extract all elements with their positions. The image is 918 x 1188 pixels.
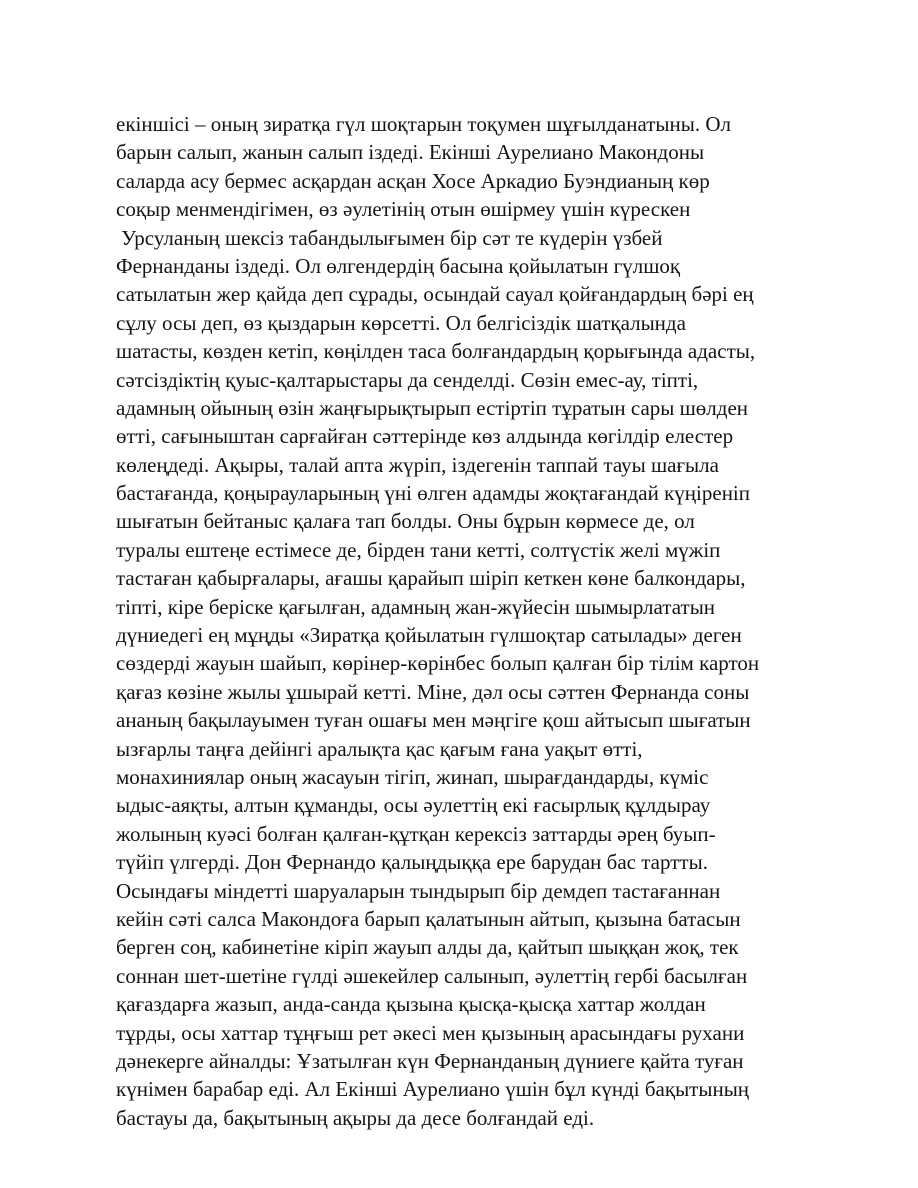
text-line: тұрды, осы хаттар тұңғыш рет әкесі мен қызының арасындағы рухани: [116, 1020, 745, 1045]
text-line: Фернанданы іздеді. Ол өлгендердің басына қойылатын гүлшоқ: [116, 253, 681, 278]
text-line: тастаған қабырғалары, ағашы қарайып шіріп кеткен көне балкондары,: [116, 566, 746, 591]
text-line: өтті, сағыныштан сарғайған сәттерінде көз алдында көгілдір елестер: [116, 424, 734, 449]
text-line: шығатын бейтаныс қалаға тап болды. Оны бұрын көрмесе де, ол: [116, 509, 695, 534]
text-line: шатасты, көзден кетіп, көңілден таса болғандардың қорығында адасты,: [116, 339, 756, 364]
text-line: дүниедегі ең мұңды «Зиратқа қойылатын гүлшоқтар сатылады» деген: [116, 623, 742, 648]
text-line: ананың бақылауымен туған ошағы мен мәңгіге қош айтысып шығатын: [116, 708, 751, 733]
text-line: қағаз көзіне жылы ұшырай кетті. Міне, дәл осы сәттен Фернанда соны: [116, 679, 750, 704]
text-line: берген соң, кабинетіне кіріп жауып алды да, қайтып шыққан жоқ, тек: [116, 935, 739, 960]
text-line: монахиниялар оның жасауын тігіп, жинап, шырағдандарды, күміс: [116, 764, 709, 789]
text-line: бастағанда, қоңырауларының үні өлген адамды жоқтағандай күңіреніп: [116, 481, 751, 506]
text-line: Осындағы міндетті шаруаларын тындырып бір демдеп тастағаннан: [116, 878, 721, 903]
text-line: барын салып, жанын салып іздеді. Екінші Аурелиано Макондоны: [116, 140, 705, 165]
text-line: бастауы да, бақытының ақыры да десе болғандай еді.: [116, 1105, 595, 1130]
text-line: сөздерді жауын шайып, көрінер-көрінбес болып қалған бір тілім картон: [116, 651, 760, 676]
text-line: ызғарлы таңға дейінгі аралықта қас қағым ғана уақыт өтті,: [116, 736, 643, 761]
text-line: дәнекерге айналды: Ұзатылған күн Фернанданың дүниеге қайта туған: [116, 1048, 744, 1073]
text-line: тіпті, кіре беріске қағылған, адамның жан-жүйесін шымырлататын: [116, 594, 716, 619]
text-line: қағаздарға жазып, анда-санда қызына қысқа-қысқа хаттар жолдан: [116, 992, 706, 1017]
text-line: саларда асу бермес асқардан асқан Хосе Аркадио Буэндианың көр: [116, 168, 710, 193]
text-line: туралы ештеңе естімесе де, бірден тани кетті, солтүстік желі мүжіп: [116, 537, 721, 562]
text-line: сатылатын жер қайда деп сұрады, осындай сауал қойғандардың бәрі ең: [116, 282, 754, 307]
text-line: жолының куәсі болған қалған-құтқан керексіз заттарды әрең буып-: [116, 821, 716, 846]
text-line: түйіп үлгерді. Дон Фернандо қалыңдыққа ере барудан бас тартты.: [116, 850, 708, 875]
text-line: көлеңдеді. Ақыры, талай апта жүріп, іздегенін таппай тауы шағыла: [116, 452, 719, 477]
text-line: екіншісі – оның зиратқа гүл шоқтарын тоқумен шұғылданатыны. Ол: [116, 112, 732, 136]
text-line: Урсуланың шексіз табандылығымен бір сәт те күдерін үзбей: [116, 225, 663, 250]
text-line: соннан шет-шетіне гүлді әшекейлер салынып, әулеттің гербі басылған: [116, 963, 748, 988]
text-line: күнімен барабар еді. Ал Екінші Аурелиано үшін бұл күнді бақытының: [116, 1077, 750, 1102]
text-line: соқыр менмендігімен, өз әулетінің отын өшірмеу үшін күрескен: [116, 197, 691, 222]
text-line: ыдыс-аяқты, алтын құманды, осы әулеттің екі ғасырлық құлдырау: [116, 793, 711, 818]
text-line: адамның ойының өзін жаңғырықтырып естіртіп тұратын сары шөлден: [116, 395, 749, 420]
text-line: сұлу осы деп, өз қыздарын көрсетті. Ол белгісіздік шатқалында: [116, 310, 686, 335]
body-text: [116, 110, 816, 1132]
text-line: кейін сәті салса Макондоға барып қалатынын айтып, қызына батасын: [116, 906, 741, 931]
text-line: сәтсіздіктің қуыс-қалтарыстары да сенделді. Сөзін емес-ау, тіпті,: [116, 367, 699, 392]
